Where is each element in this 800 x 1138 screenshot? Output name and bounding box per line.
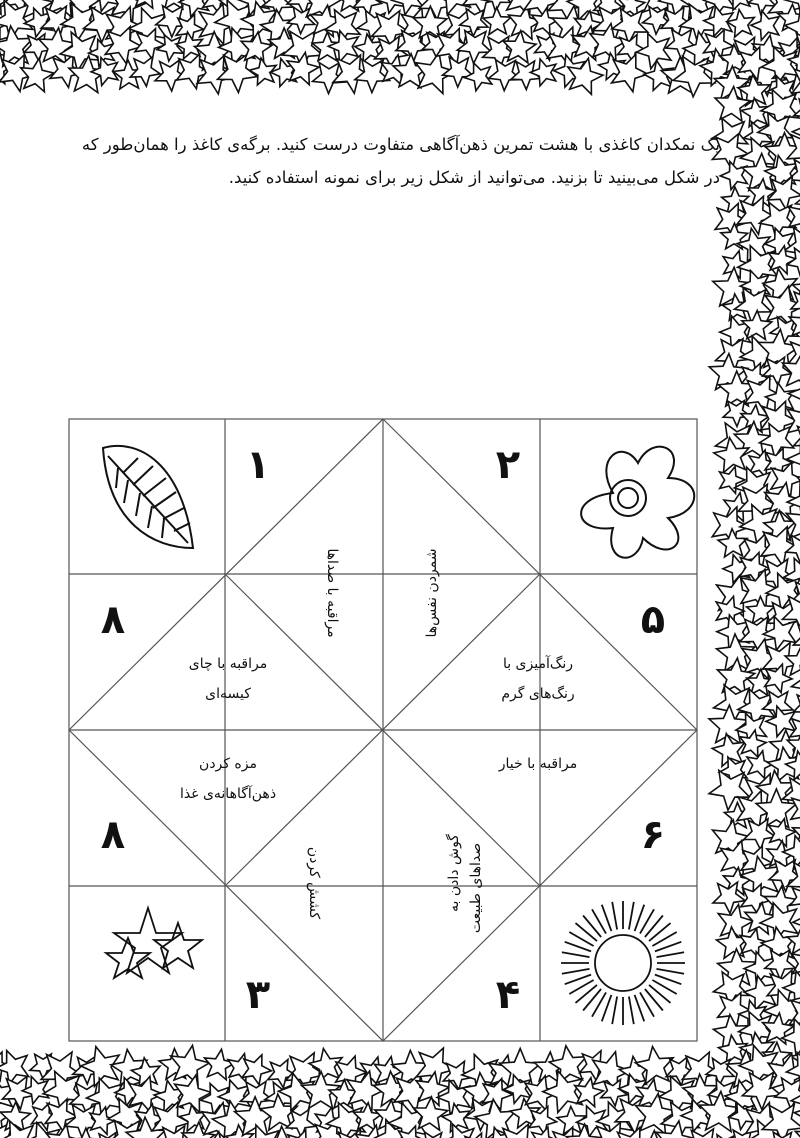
border-star xyxy=(666,30,697,60)
sun-ray xyxy=(562,969,590,974)
sun-ray xyxy=(657,952,685,957)
number-left-lower: ۸ xyxy=(100,812,126,858)
intro-paragraph: یک نمکدان کاغذی با هشت تمرین ذهن‌آگاهی متفاوت درست کنید. برگه‌ی کاغذ را همان‌طور که در شکل می‌بینید تا بزنید. می‌توانید از شکل زیر برای نمونه استفاده کنید. xyxy=(81,135,720,187)
label-tea-line1: مراقبه با چای xyxy=(188,656,268,672)
label-breathing: شمردن نفس‌ها xyxy=(424,548,440,638)
sun-ray xyxy=(562,952,590,957)
border-star xyxy=(509,6,542,39)
border-star xyxy=(483,8,511,35)
sun-ray xyxy=(612,902,617,930)
sun-ray xyxy=(657,969,685,974)
border-star xyxy=(157,35,184,61)
label-nature-line1: گوش دادن به xyxy=(446,834,462,912)
number-left-upper: ۸ xyxy=(100,597,126,643)
number-bottom-left: ۳ xyxy=(245,972,271,1018)
label-tasting-line1: مزه کردن xyxy=(199,756,257,772)
label-stretching: کشش کردن xyxy=(306,846,322,920)
border-star xyxy=(710,1135,737,1138)
label-nature-line2: صداهای طبیعت xyxy=(468,842,484,934)
border-star xyxy=(717,927,749,958)
paper-fortune-teller xyxy=(68,418,698,1042)
label-tasting-line2: ذهن‌آگاهانه‌ی غذا xyxy=(179,786,277,802)
number-top-right: ۲ xyxy=(495,442,521,488)
border-star xyxy=(793,693,800,721)
label-cucumber: مراقبه با خیار xyxy=(498,756,578,772)
label-coloring-line1: رنگ‌آمیزی با xyxy=(502,656,574,672)
stars-icon xyxy=(106,908,202,978)
border-star xyxy=(637,33,672,68)
sun-ray xyxy=(612,997,617,1025)
border-star xyxy=(706,1058,734,1085)
number-right-upper: ۵ xyxy=(640,597,666,643)
sun-ray xyxy=(629,902,634,930)
label-coloring-line2: رنگ‌های گرم xyxy=(501,686,575,702)
border-star xyxy=(70,1128,101,1138)
sun-ray xyxy=(629,997,634,1025)
border-star xyxy=(465,63,492,91)
border-star xyxy=(751,11,779,41)
label-tea-line2: کیسه‌ای xyxy=(205,686,251,702)
border-star xyxy=(720,162,747,190)
number-right-lower: ۶ xyxy=(640,812,666,858)
number-top-left: ۱ xyxy=(245,442,271,488)
leaf-icon xyxy=(103,446,193,548)
label-sounds: مراقبه با صداها xyxy=(324,548,340,638)
number-bottom-right: ۴ xyxy=(495,972,521,1018)
flower-icon xyxy=(581,447,694,558)
sun-icon xyxy=(561,901,685,1025)
